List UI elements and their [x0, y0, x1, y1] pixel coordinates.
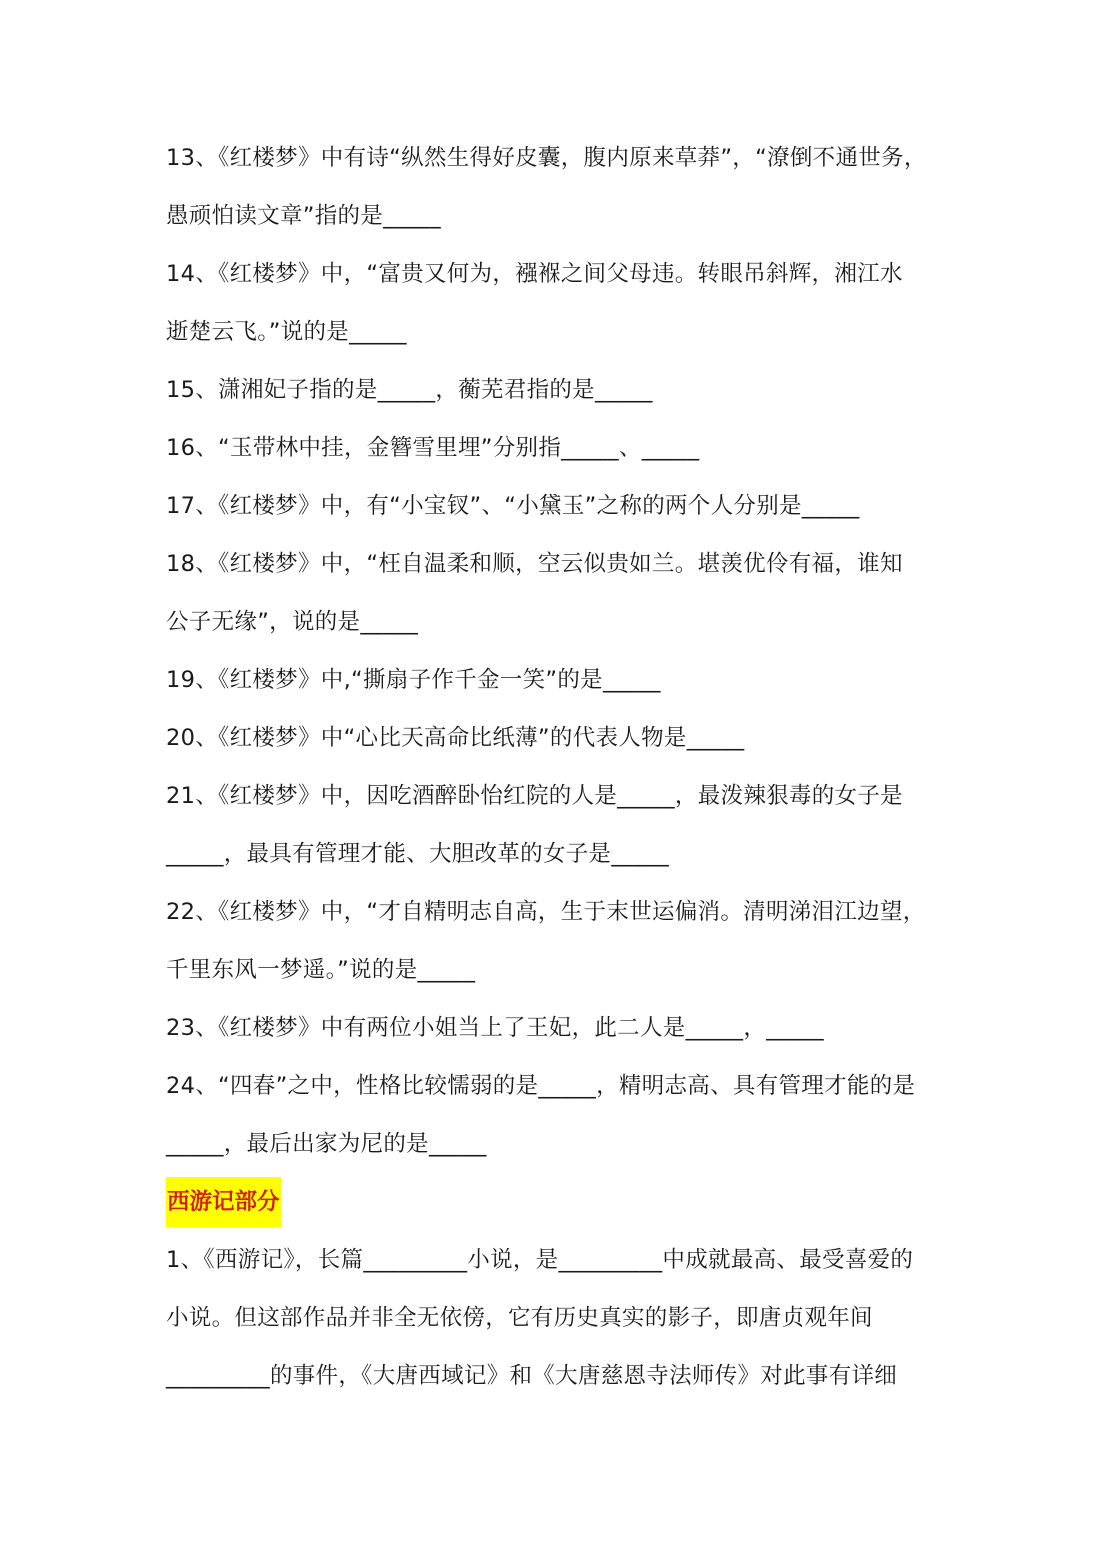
- text-line: 18、《红楼梦》中，“枉自温柔和顺，空云似贵如兰。堪羡优伶有福，谁知: [166, 551, 903, 577]
- text-line: 16、“玉带林中挂，金簪雪里埋”分别指_____、_____: [166, 435, 700, 461]
- section-heading-label: 西游记部分: [166, 1177, 281, 1227]
- text-line: 千里东风一梦遥。”说的是_____: [166, 957, 476, 983]
- text-line: 24、“四春”之中，性格比较懦弱的是_____，精明志高、具有管理才能的是: [166, 1073, 916, 1099]
- text-line: 14、《红楼梦》中，“富贵又何为，襁褓之间父母违。转眼吊斜辉，湘江水: [166, 261, 903, 287]
- document-page: [166, 129, 946, 1405]
- text-line: 公子无缘”，说的是_____: [166, 609, 419, 635]
- text-line: 愚顽怕读文章”指的是_____: [166, 203, 441, 229]
- text-line: _____，最后出家为尼的是_____: [166, 1131, 487, 1157]
- text-line: 20、《红楼梦》中“心比天高命比纸薄”的代表人物是_____: [166, 725, 745, 751]
- text-line: 17、《红楼梦》中，有“小宝钗”、“小黛玉”之称的两个人分别是_____: [166, 493, 860, 519]
- text-line: 15、潇湘妃子指的是_____，蘅芜君指的是_____: [166, 377, 653, 403]
- text-line: 13、《红楼梦》中有诗“纵然生得好皮囊，腹内原来草莽”，“潦倒不通世务，: [166, 145, 927, 171]
- text-line: 19、《红楼梦》中,“撕扇子作千金一笑”的是_____: [166, 667, 661, 693]
- text-line: 21、《红楼梦》中，因吃酒醉卧怡红院的人是_____，最泼辣狠毒的女子是: [166, 783, 903, 809]
- section-heading: [166, 1173, 946, 1231]
- text-line: _________的事件，《大唐西域记》和《大唐慈恩寺法师传》对此事有详细: [166, 1363, 898, 1389]
- text-line: _____，最具有管理才能、大胆改革的女子是_____: [166, 841, 670, 867]
- text-line: 22、《红楼梦》中，“才自精明志自高，生于末世运偏消。清明涕泪江边望，: [166, 899, 926, 925]
- text-line: 23、《红楼梦》中有两位小姐当上了王妃，此二人是_____，_____: [166, 1015, 824, 1041]
- text-line: 1、《西游记》，长篇_________小说，是_________中成就最高、最受喜爱的: [166, 1247, 914, 1273]
- text-line: 逝楚云飞。”说的是_____: [166, 319, 407, 345]
- text-line: 小说。但这部作品并非全无依傍，它有历史真实的影子，即唐贞观年间: [166, 1305, 873, 1331]
